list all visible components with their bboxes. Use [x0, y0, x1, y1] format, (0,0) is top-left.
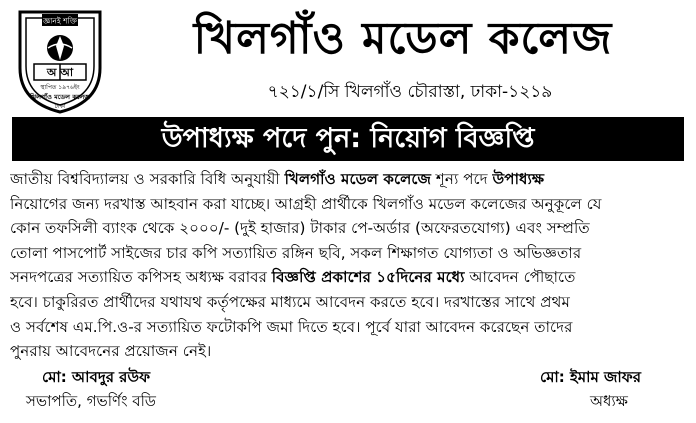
- signatory-left-role: সভাপতি, গভর্ণিং বডি: [26, 392, 156, 410]
- text-segment: পুনরায় আবেদনের প্রয়োজন নেই।: [10, 342, 212, 361]
- text-segment: হবে। চাকুরিরত প্রার্থীদের যথাযথ কর্তৃপক্ষের মাধ্যমে আবেদন করতে হবে। দরখাস্তের সাথে প্রথম: [10, 292, 570, 311]
- signatory-right-name: মো: ইমাম জাফর: [540, 368, 642, 386]
- notice-line: [10, 241, 686, 266]
- college-name-inline: খিলগাঁও মডেল কলেজে: [284, 170, 432, 188]
- notice-title-banner: [12, 117, 684, 161]
- logo-city: ঢাকা: [54, 103, 66, 110]
- notice-body: [10, 167, 686, 364]
- notice-line: [10, 192, 686, 217]
- signatory-left-name: মো: আবদুর রউফ: [42, 368, 151, 386]
- college-name: খিলগাঁও মডেল কলেজ: [193, 13, 613, 64]
- college-crest-icon: [12, 6, 108, 116]
- logo-established: স্থাপিত ১৯৭৬ইং: [40, 84, 80, 91]
- logo-motto: জ্ঞানই শক্তি: [43, 16, 77, 26]
- notice-line: [10, 339, 686, 364]
- logo-arc-text: খিলগাঁও মডেল কলেজ: [29, 93, 91, 101]
- text-segment: কোন তফসিলী ব্যাংক থেকে ২০০০/- (দুই হাজার) টাকার পে-অর্ডার (অফেরতযোগ্য) এবং সম্প্রতি: [10, 219, 590, 238]
- text-segment: ও সর্বশেষ এম.পি.ও-র সত্যায়িত ফটোকপি জমা দিতে হবে। পূর্বে যারা আবেদন করেছেন তাদের: [10, 317, 573, 336]
- notice-line: [10, 265, 686, 290]
- notice-line: [10, 290, 686, 315]
- text-segment: জাতীয় বিশ্ববিদ্যালয় ও সরকারি বিধি অনুযায়ী: [10, 170, 285, 188]
- deadline-inline: বিজ্ঞপ্তি প্রকাশের ১৫দিনের মধ্যে: [271, 268, 465, 287]
- notice-title: উপাধ্যক্ষ পদে পুন: নিয়োগ বিজ্ঞপ্তি: [161, 123, 535, 154]
- notice-line: [10, 315, 686, 340]
- notice-line: [10, 167, 686, 192]
- text-segment: শূন্য পদে: [431, 170, 493, 188]
- text-segment: নিয়োগের জন্য দরখাস্ত আহবান করা যাচ্ছে। আগ্রহী প্রার্থীকে খিলগাঁও মডেল কলেজের অনুকূলে যে: [10, 194, 602, 213]
- college-address: ৭২১/১/সি খিলগাঁও চৌরাস্তা, ঢাকা-১২১৯: [267, 82, 553, 102]
- position-name-inline: উপাধ্যক্ষ: [492, 170, 545, 188]
- notice-line: [10, 216, 686, 241]
- text-segment: তোলা পাসপোর্ট সাইজের চার কপি সত্যায়িত রঙ্গিন ছবি, সকল শিক্ষাগত যোগ্যতা ও অভিজ্ঞতার: [10, 243, 582, 262]
- logo-letters: অ আ: [46, 66, 74, 79]
- text-segment: আবেদন পৌছাতে: [464, 268, 576, 287]
- text-segment: সনদপত্রের সত্যায়িত কপিসহ অধ্যক্ষ বরাবর: [10, 268, 272, 287]
- signatory-right-role: অধ্যক্ষ: [590, 392, 628, 410]
